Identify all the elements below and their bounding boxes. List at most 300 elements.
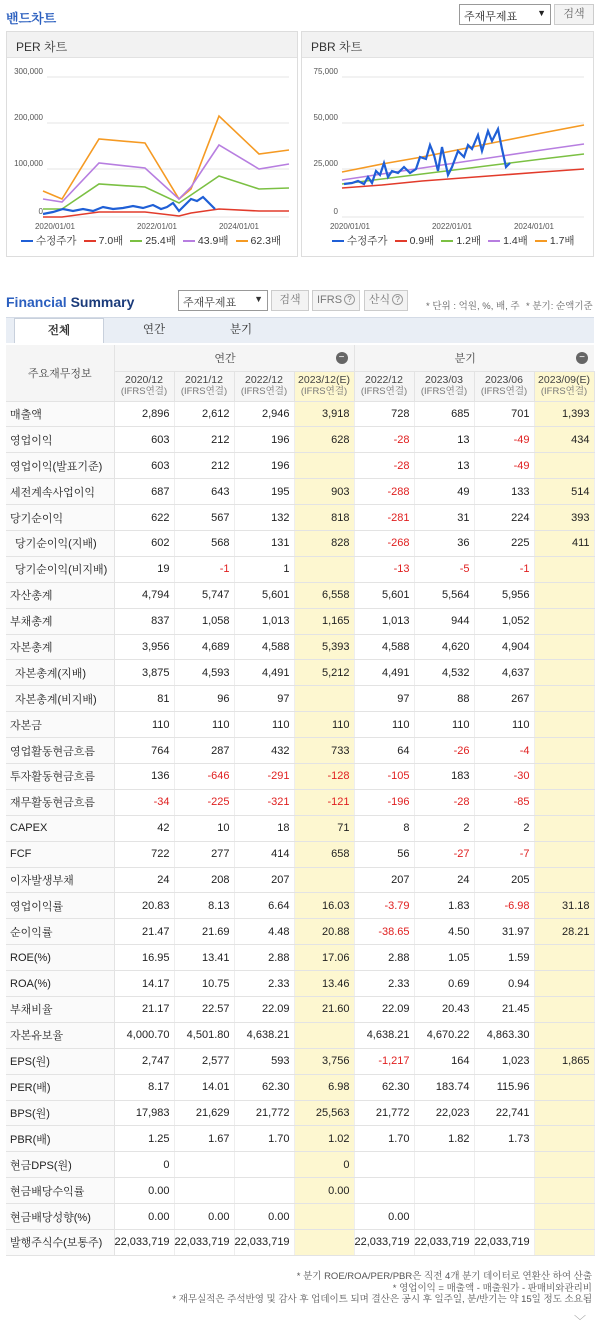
table-cell: -288 xyxy=(354,479,414,505)
table-row xyxy=(6,1126,594,1152)
period-date: 2022/12 xyxy=(245,374,283,386)
table-cell: 110 xyxy=(294,712,354,738)
table-cell: 81 xyxy=(114,686,174,712)
table-cell: 687 xyxy=(114,479,174,505)
table-cell: 1 xyxy=(234,556,294,582)
table-cell: 13 xyxy=(414,427,474,453)
table-cell: 21.47 xyxy=(114,919,174,945)
table-cell xyxy=(234,1152,294,1178)
row-label[interactable]: 자본총계 xyxy=(6,634,114,660)
table-cell: -49 xyxy=(474,453,534,479)
table-cell: 62.30 xyxy=(354,1074,414,1100)
table-cell: 21.60 xyxy=(294,996,354,1022)
table-cell: 1.82 xyxy=(414,1126,474,1152)
table-cell: 4,689 xyxy=(174,634,234,660)
table-cell: 97 xyxy=(354,686,414,712)
legend-label: 0.9배 xyxy=(409,235,435,247)
table-cell: 1.02 xyxy=(294,1126,354,1152)
table-cell: 21.69 xyxy=(174,919,234,945)
table-cell: 5,956 xyxy=(474,582,534,608)
table-row xyxy=(6,893,594,919)
table-row xyxy=(6,945,594,971)
table-cell: 1.73 xyxy=(474,1126,534,1152)
table-cell: 2,577 xyxy=(174,1048,234,1074)
table-cell: 14.17 xyxy=(114,971,174,997)
band-select-value: 주재무제표 xyxy=(464,11,518,23)
row-label[interactable]: 영업이익(발표기준) xyxy=(6,453,114,479)
table-cell: 414 xyxy=(234,841,294,867)
legend-item[interactable] xyxy=(236,235,282,247)
row-label[interactable]: 당기순이익 xyxy=(6,505,114,531)
table-cell xyxy=(354,1152,414,1178)
table-cell: 4,593 xyxy=(174,660,234,686)
table-cell: -4 xyxy=(474,738,534,764)
table-cell: 722 xyxy=(114,841,174,867)
pbr-chart-plot xyxy=(302,59,593,234)
table-cell: 0.00 xyxy=(114,1178,174,1204)
band-statement-select[interactable] xyxy=(459,4,551,25)
table-cell: 2.33 xyxy=(354,971,414,997)
legend-label: 7.0배 xyxy=(98,235,124,247)
row-label[interactable]: EPS(원) xyxy=(6,1048,114,1074)
table-cell: 10.75 xyxy=(174,971,234,997)
table-cell: 514 xyxy=(534,479,594,505)
legend-swatch xyxy=(535,240,547,242)
table-cell: -28 xyxy=(414,789,474,815)
table-cell: 2,747 xyxy=(114,1048,174,1074)
series-line xyxy=(43,176,289,209)
collapse-annual-icon[interactable]: − xyxy=(336,352,348,364)
table-cell: -38.65 xyxy=(354,919,414,945)
table-cell: 49 xyxy=(414,479,474,505)
period-header xyxy=(414,371,474,401)
table-cell: 4,000.70 xyxy=(114,1022,174,1048)
table-cell: -196 xyxy=(354,789,414,815)
table-cell: -1 xyxy=(474,556,534,582)
table-cell xyxy=(534,738,594,764)
table-cell: 22,033,719 xyxy=(354,1230,414,1256)
table-cell: 71 xyxy=(294,815,354,841)
row-label[interactable]: 순이익률 xyxy=(6,919,114,945)
table-cell: 3,956 xyxy=(114,634,174,660)
row-label[interactable]: 자본금 xyxy=(6,712,114,738)
table-cell xyxy=(534,841,594,867)
table-cell: 22.09 xyxy=(354,996,414,1022)
table-row xyxy=(6,1022,594,1048)
table-cell: -49 xyxy=(474,427,534,453)
footnote: * 영업이익 = 매출액 - 매출원가 - 판매비와관리비 xyxy=(392,1282,592,1294)
table-row xyxy=(6,1048,594,1074)
table-cell: 728 xyxy=(354,401,414,427)
collapse-quarter-icon[interactable]: − xyxy=(576,352,588,364)
row-label[interactable]: 재무활동현금흐름 xyxy=(6,789,114,815)
table-row xyxy=(6,867,594,893)
table-cell: 110 xyxy=(114,712,174,738)
period-date: 2022/12 xyxy=(365,374,403,386)
table-cell: -268 xyxy=(354,530,414,556)
legend-label: 1.4배 xyxy=(503,235,528,247)
row-label[interactable]: 자본총계(비지배) xyxy=(6,686,114,712)
footnote: * 분기 ROE/ROA/PER/PBR은 직전 4개 분기 데이터로 연환산 하여 산출 xyxy=(296,1271,592,1282)
summary-tabs xyxy=(6,317,594,343)
table-row xyxy=(6,738,594,764)
unit-note: * 단위 : 억원, %, 배, 주 xyxy=(426,301,520,312)
row-label[interactable]: 자본총계(지배) xyxy=(6,660,114,686)
table-cell: 643 xyxy=(174,479,234,505)
legend-item[interactable] xyxy=(21,235,77,247)
table-cell: 1,058 xyxy=(174,608,234,634)
table-cell xyxy=(534,1022,594,1048)
table-cell: -646 xyxy=(174,763,234,789)
y-tick-label: 300,000 xyxy=(14,67,43,76)
y-tick-label: 25,000 xyxy=(313,159,338,168)
tab-annual[interactable]: 연간 xyxy=(142,324,166,336)
period-date: 2023/09(E) xyxy=(538,374,590,386)
table-row xyxy=(6,582,594,608)
row-label[interactable]: 영업이익률 xyxy=(6,893,114,919)
row-label[interactable]: PBR(배) xyxy=(6,1126,114,1152)
table-cell xyxy=(534,712,594,738)
table-cell: -85 xyxy=(474,789,534,815)
title-part-b: Summary xyxy=(66,294,135,310)
table-cell: 22,741 xyxy=(474,1100,534,1126)
table-cell: 21,772 xyxy=(354,1100,414,1126)
table-cell: 0.00 xyxy=(174,1204,234,1230)
legend-item[interactable] xyxy=(488,235,528,247)
table-cell: 195 xyxy=(234,479,294,505)
table-row xyxy=(6,841,594,867)
per-chart-legend xyxy=(7,233,297,248)
row-label[interactable]: 현금DPS(원) xyxy=(6,1152,114,1178)
table-cell: 110 xyxy=(354,712,414,738)
table-cell xyxy=(534,867,594,893)
table-cell xyxy=(534,1126,594,1152)
table-cell xyxy=(534,763,594,789)
table-cell xyxy=(474,1178,534,1204)
table-cell: 24 xyxy=(414,867,474,893)
row-label[interactable]: 투자활동현금흐름 xyxy=(6,763,114,789)
table-cell: 56 xyxy=(354,841,414,867)
table-cell: -1 xyxy=(174,556,234,582)
row-label[interactable]: FCF xyxy=(6,841,114,867)
table-cell: 136 xyxy=(114,763,174,789)
row-label[interactable]: 영업활동현금흐름 xyxy=(6,738,114,764)
footnote: * 재무실적은 주석반영 및 감사 후 업데이트 되며 결산은 공시 후 일주일, 분/반기는 약 15일 정도 소요됨 xyxy=(172,1294,592,1305)
legend-item[interactable] xyxy=(395,235,435,247)
table-cell: 1,023 xyxy=(474,1048,534,1074)
period-basis: (IFRS연결) xyxy=(120,386,168,397)
legend-swatch xyxy=(441,240,453,242)
table-cell: 1.83 xyxy=(414,893,474,919)
legend-item[interactable] xyxy=(130,235,176,247)
table-cell xyxy=(294,1230,354,1256)
legend-item[interactable] xyxy=(332,235,388,247)
table-cell: 658 xyxy=(294,841,354,867)
table-cell: 21,772 xyxy=(234,1100,294,1126)
y-tick-label: 75,000 xyxy=(313,67,338,76)
row-label[interactable]: 발행주식수(보통주) xyxy=(6,1230,114,1256)
table-cell: 1,013 xyxy=(234,608,294,634)
period-header xyxy=(354,371,414,401)
table-row xyxy=(6,1204,594,1230)
financial-summary-table xyxy=(6,345,595,1256)
x-tick-label: 2020/01/01 xyxy=(329,222,371,231)
table-cell: 8.13 xyxy=(174,893,234,919)
summary-select-value: 주재무제표 xyxy=(183,297,237,309)
ifrs-help-button[interactable] xyxy=(312,290,360,311)
table-cell: 62.30 xyxy=(234,1074,294,1100)
legend-swatch xyxy=(488,240,500,242)
table-cell xyxy=(414,1178,474,1204)
period-date: 2023/06 xyxy=(485,374,523,386)
table-cell: 4,794 xyxy=(114,582,174,608)
legend-label: 수정주가 xyxy=(347,235,388,247)
table-cell: 685 xyxy=(414,401,474,427)
table-cell: 110 xyxy=(234,712,294,738)
table-cell: -5 xyxy=(414,556,474,582)
table-cell: 4,638.21 xyxy=(354,1022,414,1048)
table-cell: 28.21 xyxy=(534,919,594,945)
help-icon: ? xyxy=(344,294,355,305)
table-cell: 25,563 xyxy=(294,1100,354,1126)
table-row xyxy=(6,479,594,505)
table-row xyxy=(6,1152,594,1178)
legend-item[interactable] xyxy=(535,235,575,247)
row-label[interactable]: 자본유보율 xyxy=(6,1022,114,1048)
legend-label: 25.4배 xyxy=(145,235,176,247)
table-cell: 5,601 xyxy=(234,582,294,608)
table-cell: 944 xyxy=(414,608,474,634)
y-tick-label: 50,000 xyxy=(313,113,338,122)
table-cell: 2,946 xyxy=(234,401,294,427)
table-cell: 1,052 xyxy=(474,608,534,634)
table-cell xyxy=(534,1100,594,1126)
table-cell: 10 xyxy=(174,815,234,841)
x-tick-label: 2020/01/01 xyxy=(34,222,76,231)
quarter-group-header xyxy=(354,345,594,371)
legend-swatch xyxy=(21,240,33,242)
help-icon: ? xyxy=(392,294,403,305)
table-row xyxy=(6,634,594,660)
pbr-chart-title: PBR 차트 xyxy=(302,32,593,58)
table-cell: 31.18 xyxy=(534,893,594,919)
table-cell: 16.95 xyxy=(114,945,174,971)
table-cell: 24 xyxy=(114,867,174,893)
table-cell: 602 xyxy=(114,530,174,556)
table-cell: 20.43 xyxy=(414,996,474,1022)
legend-swatch xyxy=(332,240,344,242)
formula-help-button[interactable] xyxy=(364,290,408,311)
y-tick-label: 0 xyxy=(38,207,43,216)
per-chart-title: PER 차트 xyxy=(7,32,297,58)
table-cell: 603 xyxy=(114,427,174,453)
legend-item[interactable] xyxy=(441,235,481,247)
table-row xyxy=(6,919,594,945)
row-label[interactable]: 영업이익 xyxy=(6,427,114,453)
table-cell: 2 xyxy=(474,815,534,841)
table-cell: 196 xyxy=(234,427,294,453)
table-cell: 0.69 xyxy=(414,971,474,997)
table-cell: 277 xyxy=(174,841,234,867)
tab-quarter[interactable]: 분기 xyxy=(229,324,253,336)
table-cell: 13 xyxy=(414,453,474,479)
table-cell: -7 xyxy=(474,841,534,867)
table-cell: 22,033,719 xyxy=(174,1230,234,1256)
table-cell xyxy=(534,971,594,997)
chevron-down-icon: ▼ xyxy=(537,8,546,18)
table-cell: 837 xyxy=(114,608,174,634)
table-cell: 110 xyxy=(414,712,474,738)
table-cell: 1.70 xyxy=(234,1126,294,1152)
summary-search-button[interactable]: 검색 xyxy=(271,290,309,311)
period-basis: (IFRS연결) xyxy=(180,386,228,397)
table-cell: 0.00 xyxy=(354,1204,414,1230)
table-cell: 4,491 xyxy=(354,660,414,686)
table-cell xyxy=(534,634,594,660)
table-cell: 1.70 xyxy=(354,1126,414,1152)
table-cell: 5,747 xyxy=(174,582,234,608)
legend-item[interactable] xyxy=(84,235,124,247)
table-cell: 0.00 xyxy=(234,1204,294,1230)
table-row xyxy=(6,996,594,1022)
table-cell xyxy=(294,453,354,479)
legend-swatch xyxy=(395,240,407,242)
row-label[interactable]: ROA(%) xyxy=(6,971,114,997)
legend-label: 62.3배 xyxy=(250,235,282,247)
table-cell: 1,393 xyxy=(534,401,594,427)
table-cell xyxy=(534,1230,594,1256)
table-cell: 13.41 xyxy=(174,945,234,971)
table-row xyxy=(6,660,594,686)
pbr-chart-legend xyxy=(302,233,593,248)
period-basis: (IFRS연결) xyxy=(540,386,588,397)
tab-all[interactable]: 전체 xyxy=(14,318,104,343)
table-cell: 1,013 xyxy=(354,608,414,634)
table-cell: 97 xyxy=(234,686,294,712)
table-cell: 0 xyxy=(114,1152,174,1178)
row-label[interactable]: 매출액 xyxy=(6,401,114,427)
table-cell: -34 xyxy=(114,789,174,815)
table-cell xyxy=(294,1204,354,1230)
row-label[interactable]: BPS(원) xyxy=(6,1100,114,1126)
table-row xyxy=(6,556,594,582)
table-cell xyxy=(534,945,594,971)
chevron-down-icon[interactable]: ﹀ xyxy=(574,1314,587,1328)
band-chart-header xyxy=(0,0,600,30)
table-cell: 22.09 xyxy=(234,996,294,1022)
table-cell: 4,532 xyxy=(414,660,474,686)
row-label[interactable]: 세전계속사업이익 xyxy=(6,479,114,505)
row-label[interactable]: 부채총계 xyxy=(6,608,114,634)
table-cell: 21.17 xyxy=(114,996,174,1022)
table-cell: 225 xyxy=(474,530,534,556)
x-tick-label: 2024/01/01 xyxy=(513,222,555,231)
per-chart-plot xyxy=(7,59,297,234)
table-cell: 818 xyxy=(294,505,354,531)
table-cell: 21.45 xyxy=(474,996,534,1022)
table-cell: 207 xyxy=(354,867,414,893)
table-cell: 96 xyxy=(174,686,234,712)
financial-summary-title xyxy=(6,294,134,310)
legend-label: 43.9배 xyxy=(197,235,229,247)
table-cell: 5,393 xyxy=(294,634,354,660)
table-cell: 4.50 xyxy=(414,919,474,945)
legend-swatch xyxy=(84,240,96,242)
row-label[interactable]: 당기순이익(지배) xyxy=(6,530,114,556)
band-search-button[interactable]: 검색 xyxy=(554,4,594,25)
period-basis: (IFRS연결) xyxy=(300,386,348,397)
table-row xyxy=(6,1100,594,1126)
legend-label: 1.2배 xyxy=(456,235,482,247)
table-cell: 8 xyxy=(354,815,414,841)
table-cell xyxy=(534,1074,594,1100)
table-cell: 593 xyxy=(234,1048,294,1074)
table-cell: 208 xyxy=(174,867,234,893)
row-label[interactable]: 부채비율 xyxy=(6,996,114,1022)
row-label[interactable]: 현금배당수익률 xyxy=(6,1178,114,1204)
table-cell: 5,212 xyxy=(294,660,354,686)
table-cell: -121 xyxy=(294,789,354,815)
row-label[interactable]: 당기순이익(비지배) xyxy=(6,556,114,582)
period-header xyxy=(294,371,354,401)
table-cell: -6.98 xyxy=(474,893,534,919)
table-cell: 0.00 xyxy=(114,1204,174,1230)
table-cell: 20.83 xyxy=(114,893,174,919)
legend-item[interactable] xyxy=(183,235,229,247)
table-cell: 18 xyxy=(234,815,294,841)
table-cell: 3,756 xyxy=(294,1048,354,1074)
row-label[interactable]: 현금배당성향(%) xyxy=(6,1204,114,1230)
table-cell xyxy=(534,996,594,1022)
table-cell: 828 xyxy=(294,530,354,556)
band-chart-title: 밴드차트 xyxy=(6,11,57,26)
table-cell: 2 xyxy=(414,815,474,841)
table-cell: 4,904 xyxy=(474,634,534,660)
row-label[interactable]: ROE(%) xyxy=(6,945,114,971)
table-cell: 14.01 xyxy=(174,1074,234,1100)
table-cell: 2.88 xyxy=(234,945,294,971)
period-header xyxy=(474,371,534,401)
row-label[interactable]: PER(배) xyxy=(6,1074,114,1100)
table-row xyxy=(6,971,594,997)
table-cell xyxy=(534,556,594,582)
table-cell: 568 xyxy=(174,530,234,556)
table-cell: 183.74 xyxy=(414,1074,474,1100)
table-cell: -28 xyxy=(354,427,414,453)
period-date: 2021/12 xyxy=(185,374,223,386)
table-cell: 110 xyxy=(474,712,534,738)
table-cell: 567 xyxy=(174,505,234,531)
table-cell: 8.17 xyxy=(114,1074,174,1100)
table-cell: 764 xyxy=(114,738,174,764)
table-row xyxy=(6,789,594,815)
table-cell: 4.48 xyxy=(234,919,294,945)
summary-statement-select[interactable] xyxy=(178,290,268,311)
row-label[interactable]: CAPEX xyxy=(6,815,114,841)
table-cell xyxy=(174,1152,234,1178)
table-row xyxy=(6,815,594,841)
table-cell: 13.46 xyxy=(294,971,354,997)
financial-summary-header xyxy=(0,288,600,314)
table-cell: -26 xyxy=(414,738,474,764)
table-cell: -30 xyxy=(474,763,534,789)
table-cell: 17,983 xyxy=(114,1100,174,1126)
row-label[interactable]: 자산총계 xyxy=(6,582,114,608)
period-date: 2023/03 xyxy=(425,374,463,386)
table-row xyxy=(6,401,594,427)
table-cell: 903 xyxy=(294,479,354,505)
row-label[interactable]: 이자발생부채 xyxy=(6,867,114,893)
